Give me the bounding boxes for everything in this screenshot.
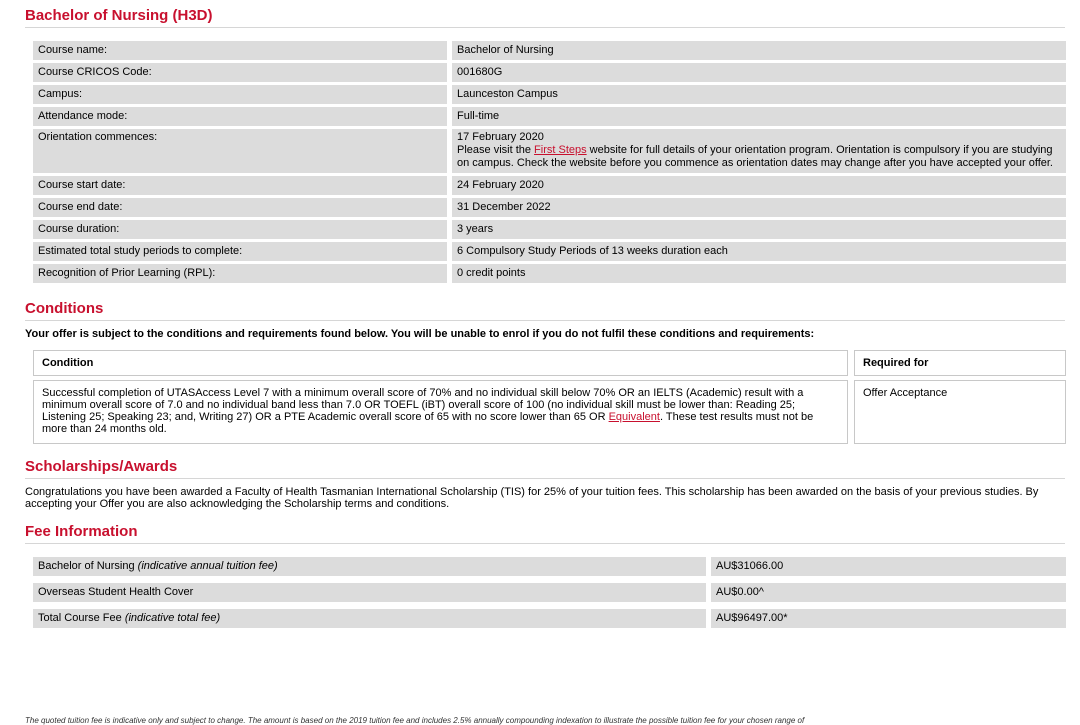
- row-value: Full-time: [452, 107, 1066, 126]
- row-label: Estimated total study periods to complete:: [33, 242, 447, 261]
- first-steps-link[interactable]: First Steps: [534, 144, 587, 156]
- equivalent-link[interactable]: Equivalent: [608, 411, 660, 423]
- course-row: [33, 85, 1066, 104]
- scholarship-text: Congratulations you have been awarded a Faculty of Health Tasmanian International Scholarship (TIS) for 25% of your tuition fees. This scholarship has been awarded on the basis of your previous studies. By accepting your Offer you are also acknowledging the Scholarship terms and conditions.: [25, 486, 1039, 510]
- course-row: [33, 176, 1066, 195]
- fee-row: [33, 583, 1066, 602]
- row-value: 0 credit points: [452, 264, 1066, 283]
- row-label: Course name:: [33, 41, 447, 60]
- course-row: [33, 107, 1066, 126]
- required-for-header: Required for: [854, 350, 1066, 376]
- row-label: Course start date:: [33, 176, 447, 195]
- row-value: 24 February 2020: [452, 176, 1066, 195]
- row-label: Course CRICOS Code:: [33, 63, 447, 82]
- conditions-title: Conditions: [25, 300, 1065, 321]
- course-row: [33, 198, 1066, 217]
- row-label: Course end date:: [33, 198, 447, 217]
- fee-row: [33, 557, 1066, 576]
- row-value: 31 December 2022: [452, 198, 1066, 217]
- row-label: Course duration:: [33, 220, 447, 239]
- row-value: 6 Compulsory Study Periods of 13 weeks duration each: [452, 242, 1066, 261]
- fee-footnote: The quoted tuition fee is indicative only and subject to change. The amount is based on the 2019 tuition fee and includes 2.5% annually compounding indexation to illustrate the possible tuition fee for your chosen range of: [25, 716, 805, 725]
- fee-value: AU$0.00^: [711, 583, 1066, 602]
- orientation-value: [452, 129, 1066, 173]
- course-row: [33, 242, 1066, 261]
- course-row: [33, 220, 1066, 239]
- fee-value: AU$96497.00*: [711, 609, 1066, 628]
- course-row: [33, 63, 1066, 82]
- conditions-intro: Your offer is subject to the conditions and requirements found below. You will be unable to enrol if you do not fulfil these conditions and requirements:: [25, 328, 815, 340]
- fee-label: Total Course Fee (indicative total fee): [33, 609, 706, 628]
- fee-label: Overseas Student Health Cover: [33, 583, 706, 602]
- fee-label: Bachelor of Nursing (indicative annual tuition fee): [33, 557, 706, 576]
- row-label: Recognition of Prior Learning (RPL):: [33, 264, 447, 283]
- fee-row: [33, 609, 1066, 628]
- orientation-text: Please visit the First Steps website for full details of your orientation program. Orientation is compulsory if you are studying on campus. Check the website before you commence as orientation dates may change after you have accepted your offer.: [457, 144, 1053, 169]
- fee-value: AU$31066.00: [711, 557, 1066, 576]
- course-title: Bachelor of Nursing (H3D): [25, 0, 1065, 28]
- required-for-cell: Offer Acceptance: [854, 380, 1066, 444]
- row-label: Campus:: [33, 85, 447, 104]
- row-label: Attendance mode:: [33, 107, 447, 126]
- row-value: 3 years: [452, 220, 1066, 239]
- conditions-table: [33, 350, 1066, 444]
- course-details-table: [33, 41, 1066, 283]
- condition-header: Condition: [33, 350, 848, 376]
- course-row: [33, 41, 1066, 60]
- row-value: Bachelor of Nursing: [452, 41, 1066, 60]
- fee-table: [33, 557, 1066, 628]
- fee-information-title: Fee Information: [25, 523, 1065, 544]
- row-value: 001680G: [452, 63, 1066, 82]
- course-row: [33, 264, 1066, 283]
- row-label: Orientation commences:: [33, 129, 447, 173]
- row-value: Launceston Campus: [452, 85, 1066, 104]
- orientation-date: 17 February 2020: [457, 131, 544, 143]
- orientation-row: [33, 129, 1066, 173]
- scholarships-title: Scholarships/Awards: [25, 458, 1065, 479]
- condition-cell: Successful completion of UTASAccess Level 7 with a minimum overall score of 70% and no individual skill below 70% OR an IELTS (Academic) result with a minimum overall score of 7.0 and no individual band less than 7.0 OR TOEFL (iBT) overall score of 100 (no individual skill must be lower than: Reading 25; Listening 25; Speaking 23; and, Writing 27) OR a PTE Academic overall score of 65 with no score lower than 65 OR Equivalent. These test results must not be more than 24 months old.: [33, 380, 848, 444]
